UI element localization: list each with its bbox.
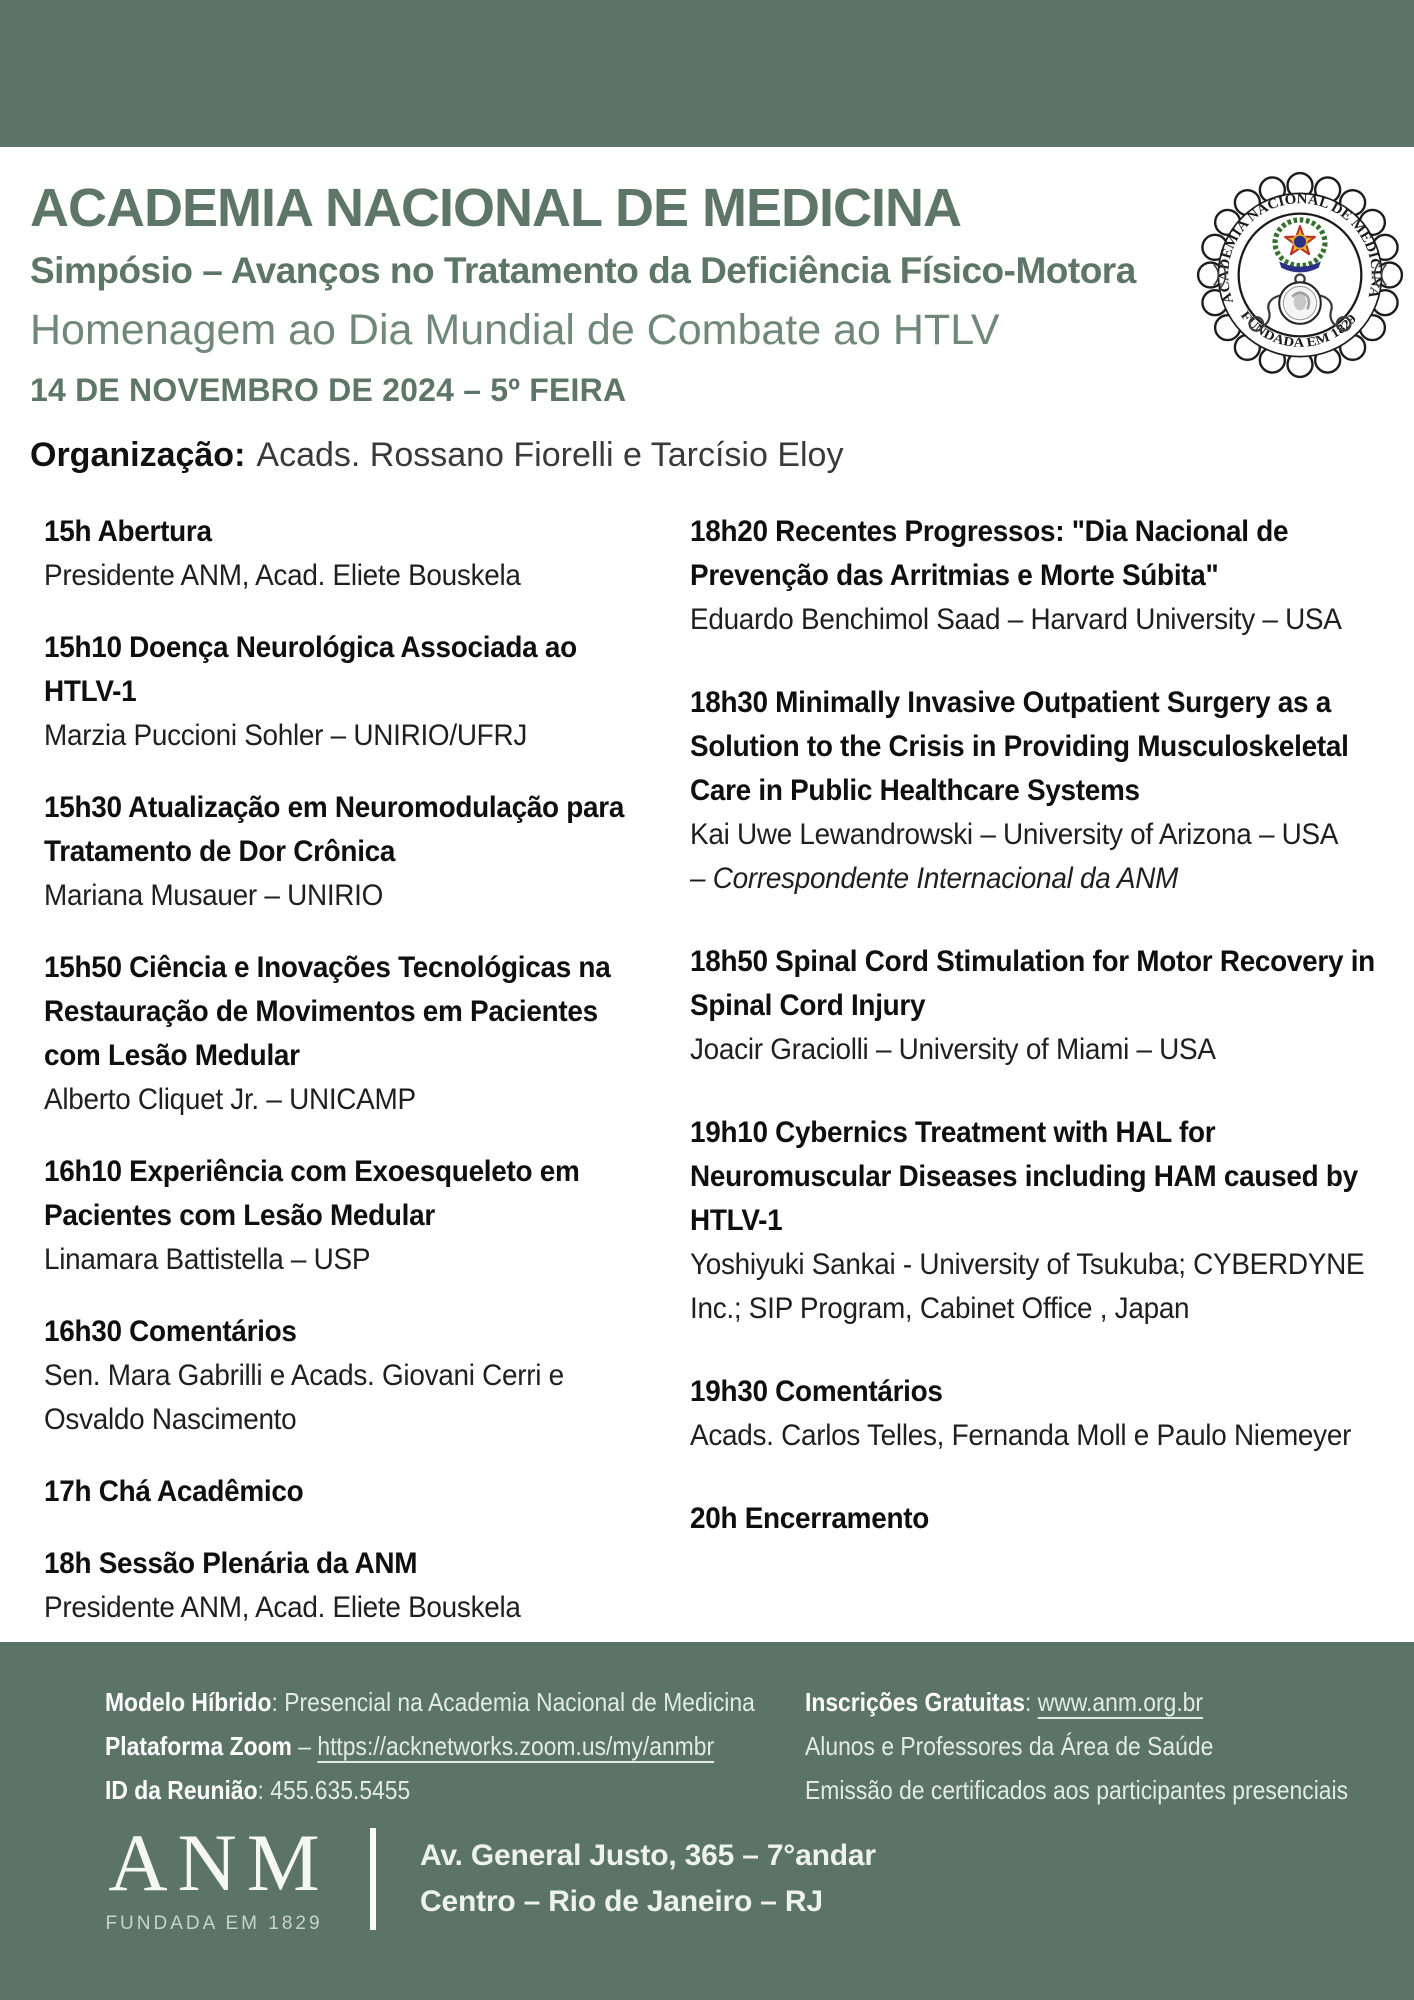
vertical-divider [370, 1828, 376, 1930]
program-item [44, 1310, 649, 1442]
seal-medallion-portrait [1279, 282, 1321, 324]
footer-band [0, 1642, 1414, 2000]
program-item-speakers: Presidente ANM, Acad. Eliete Bouskela [44, 559, 521, 592]
anm-seal-logo [1196, 171, 1404, 379]
program-item-speakers: Mariana Musauer – UNIRIO [44, 879, 384, 912]
footer-meeting-id-line [105, 1768, 827, 1812]
program-item-title: 18h20 Recentes Progressos: "Dia Nacional de Prevenção das Arritmias e Morte Súbita" [690, 515, 1289, 592]
organization-value: Acads. Rossano Fiorelli e Tarcísio Eloy [256, 436, 844, 475]
program-item [690, 681, 1414, 901]
footer-zoom-line [105, 1724, 827, 1768]
footer-info-sep: : [1025, 1687, 1038, 1717]
program-item [44, 946, 649, 1122]
seal-ring-text-top: ACADEMIA NACIONAL DE MEDICINA [1216, 191, 1384, 306]
zoom-meeting-link[interactable]: https://acknetworks.zoom.us/my/anmbr [317, 1731, 715, 1761]
anm-wordmark-logo [98, 1817, 330, 1935]
program-item-title: 18h30 Minimally Invasive Outpatient Surgery as a Solution to the Crisis in Providing Musculoskeletal Care in Public Healthcare Systems [690, 686, 1349, 807]
program-item-speakers: Sen. Mara Gabrilli e Acads. Giovani Cerri e Osvaldo Nascimento [44, 1359, 564, 1436]
program-item [44, 786, 649, 918]
program-item-title: 20h Encerramento [690, 1502, 929, 1535]
seal-ring-text-bottom: FUNDADA EM 1829 [1237, 307, 1359, 350]
footer-info-sep: : [271, 1687, 285, 1717]
footer-info-left [105, 1680, 827, 1812]
anm-seal-graphic [1196, 171, 1404, 379]
top-color-band [0, 0, 1414, 147]
program-item [690, 1370, 1414, 1458]
program-item-title: 15h50 Ciência e Inovações Tecnológicas na Restauração de Movimentos em Pacientes com Lesão Medular [44, 951, 611, 1072]
event-date: 14 DE NOVEMBRO DE 2024 – 5º FEIRA [30, 372, 627, 409]
program-item-title: 15h30 Atualização em Neuromodulação para Tratamento de Dor Crônica [44, 791, 625, 868]
program-item [690, 1497, 1414, 1541]
program-item [44, 1150, 649, 1282]
footer-audience-line [805, 1724, 1414, 1768]
footer-hybrid-line [105, 1680, 827, 1724]
address-line-1: Av. General Justo, 365 – 7°andar [420, 1838, 876, 1872]
footer-info-label: Modelo Híbrido [105, 1687, 272, 1717]
footer-info-label: ID da Reunião [105, 1775, 258, 1805]
program-item-title: 15h Abertura [44, 515, 212, 548]
anm-founded-text: FUNDADA EM 1829 [105, 1913, 323, 1934]
tribute-line: Homenagem ao Dia Mundial de Combate ao HTLV [30, 306, 1000, 355]
organization-line [30, 435, 1195, 476]
program-item-title: 15h10 Doença Neurológica Associada ao HTLV-1 [44, 631, 577, 708]
program-item [44, 626, 649, 758]
program-item-speakers: Kai Uwe Lewandrowski – University of Arizona – USA [690, 818, 1339, 851]
footer-logo-row [98, 1817, 876, 1935]
program-item [44, 510, 649, 598]
program-item-title: 19h10 Cybernics Treatment with HAL for Neuromuscular Diseases including HAM caused by HTLV-1 [690, 1116, 1358, 1237]
program-item [690, 510, 1414, 642]
program-item-note: – Correspondente Internacional da ANM [690, 862, 1179, 895]
program-item-speakers: Linamara Battistella – USP [44, 1243, 371, 1276]
organization-label: Organização: [30, 436, 246, 475]
footer-info-value: Alunos e Professores da Área de Saúde [805, 1731, 1214, 1761]
program-item-title: 16h10 Experiência com Exoesqueleto em Pacientes com Lesão Medular [44, 1155, 580, 1232]
footer-info-value: Presencial na Academia Nacional de Medicina [284, 1687, 755, 1717]
footer-info-value: Emissão de certificados aos participantes presenciais [805, 1775, 1349, 1805]
address-block [420, 1833, 876, 1925]
program-item-speakers: Acads. Carlos Telles, Fernanda Moll e Paulo Niemeyer [690, 1419, 1352, 1452]
program-item-title: 18h Sessão Plenária da ANM [44, 1547, 418, 1580]
program-item [44, 1542, 649, 1630]
footer-info-right [805, 1680, 1414, 1812]
address-line-2: Centro – Rio de Janeiro – RJ [420, 1884, 823, 1918]
program-column-right [690, 510, 1414, 1580]
anm-acronym: ANM [108, 1817, 330, 1908]
footer-registration-line [805, 1680, 1414, 1724]
program-column-left [44, 510, 649, 1658]
program-item-title: 16h30 Comentários [44, 1315, 297, 1348]
symposium-subtitle: Simpósio – Avanços no Tratamento da Deficiência Físico-Motora [30, 250, 1136, 292]
program-item-title: 18h50 Spinal Cord Stimulation for Motor Recovery in Spinal Cord Injury [690, 945, 1375, 1022]
program-item-speakers: Alberto Cliquet Jr. – UNICAMP [44, 1083, 416, 1116]
program-item-speakers: Presidente ANM, Acad. Eliete Bouskela [44, 1591, 521, 1624]
program-item-speakers: Marzia Puccioni Sohler – UNIRIO/UFRJ [44, 719, 527, 752]
footer-certificates-line [805, 1768, 1414, 1812]
footer-info-sep: – [291, 1731, 318, 1761]
program-item-title: 19h30 Comentários [690, 1375, 943, 1408]
program-item-title: 17h Chá Acadêmico [44, 1475, 304, 1508]
program-item-speakers: Yoshiyuki Sankai - University of Tsukuba; CYBERDYNE Inc.; SIP Program, Cabinet Office , Japan [690, 1248, 1365, 1325]
poster-header [30, 147, 1195, 476]
footer-info-sep: : [257, 1775, 271, 1805]
program-item [690, 1111, 1414, 1331]
program-item [44, 1470, 649, 1514]
meeting-id-value: 455.635.5455 [270, 1775, 411, 1805]
anm-website-link[interactable]: www.anm.org.br [1037, 1687, 1204, 1717]
footer-info-label: Inscrições Gratuitas [805, 1687, 1025, 1717]
program-item [690, 940, 1414, 1072]
program-item-speakers: Eduardo Benchimol Saad – Harvard University – USA [690, 603, 1342, 636]
footer-info-label: Plataforma Zoom [105, 1731, 292, 1761]
program-item-speakers: Joacir Graciolli – University of Miami – USA [690, 1033, 1216, 1066]
page-title: ACADEMIA NACIONAL DE MEDICINA [30, 178, 962, 238]
